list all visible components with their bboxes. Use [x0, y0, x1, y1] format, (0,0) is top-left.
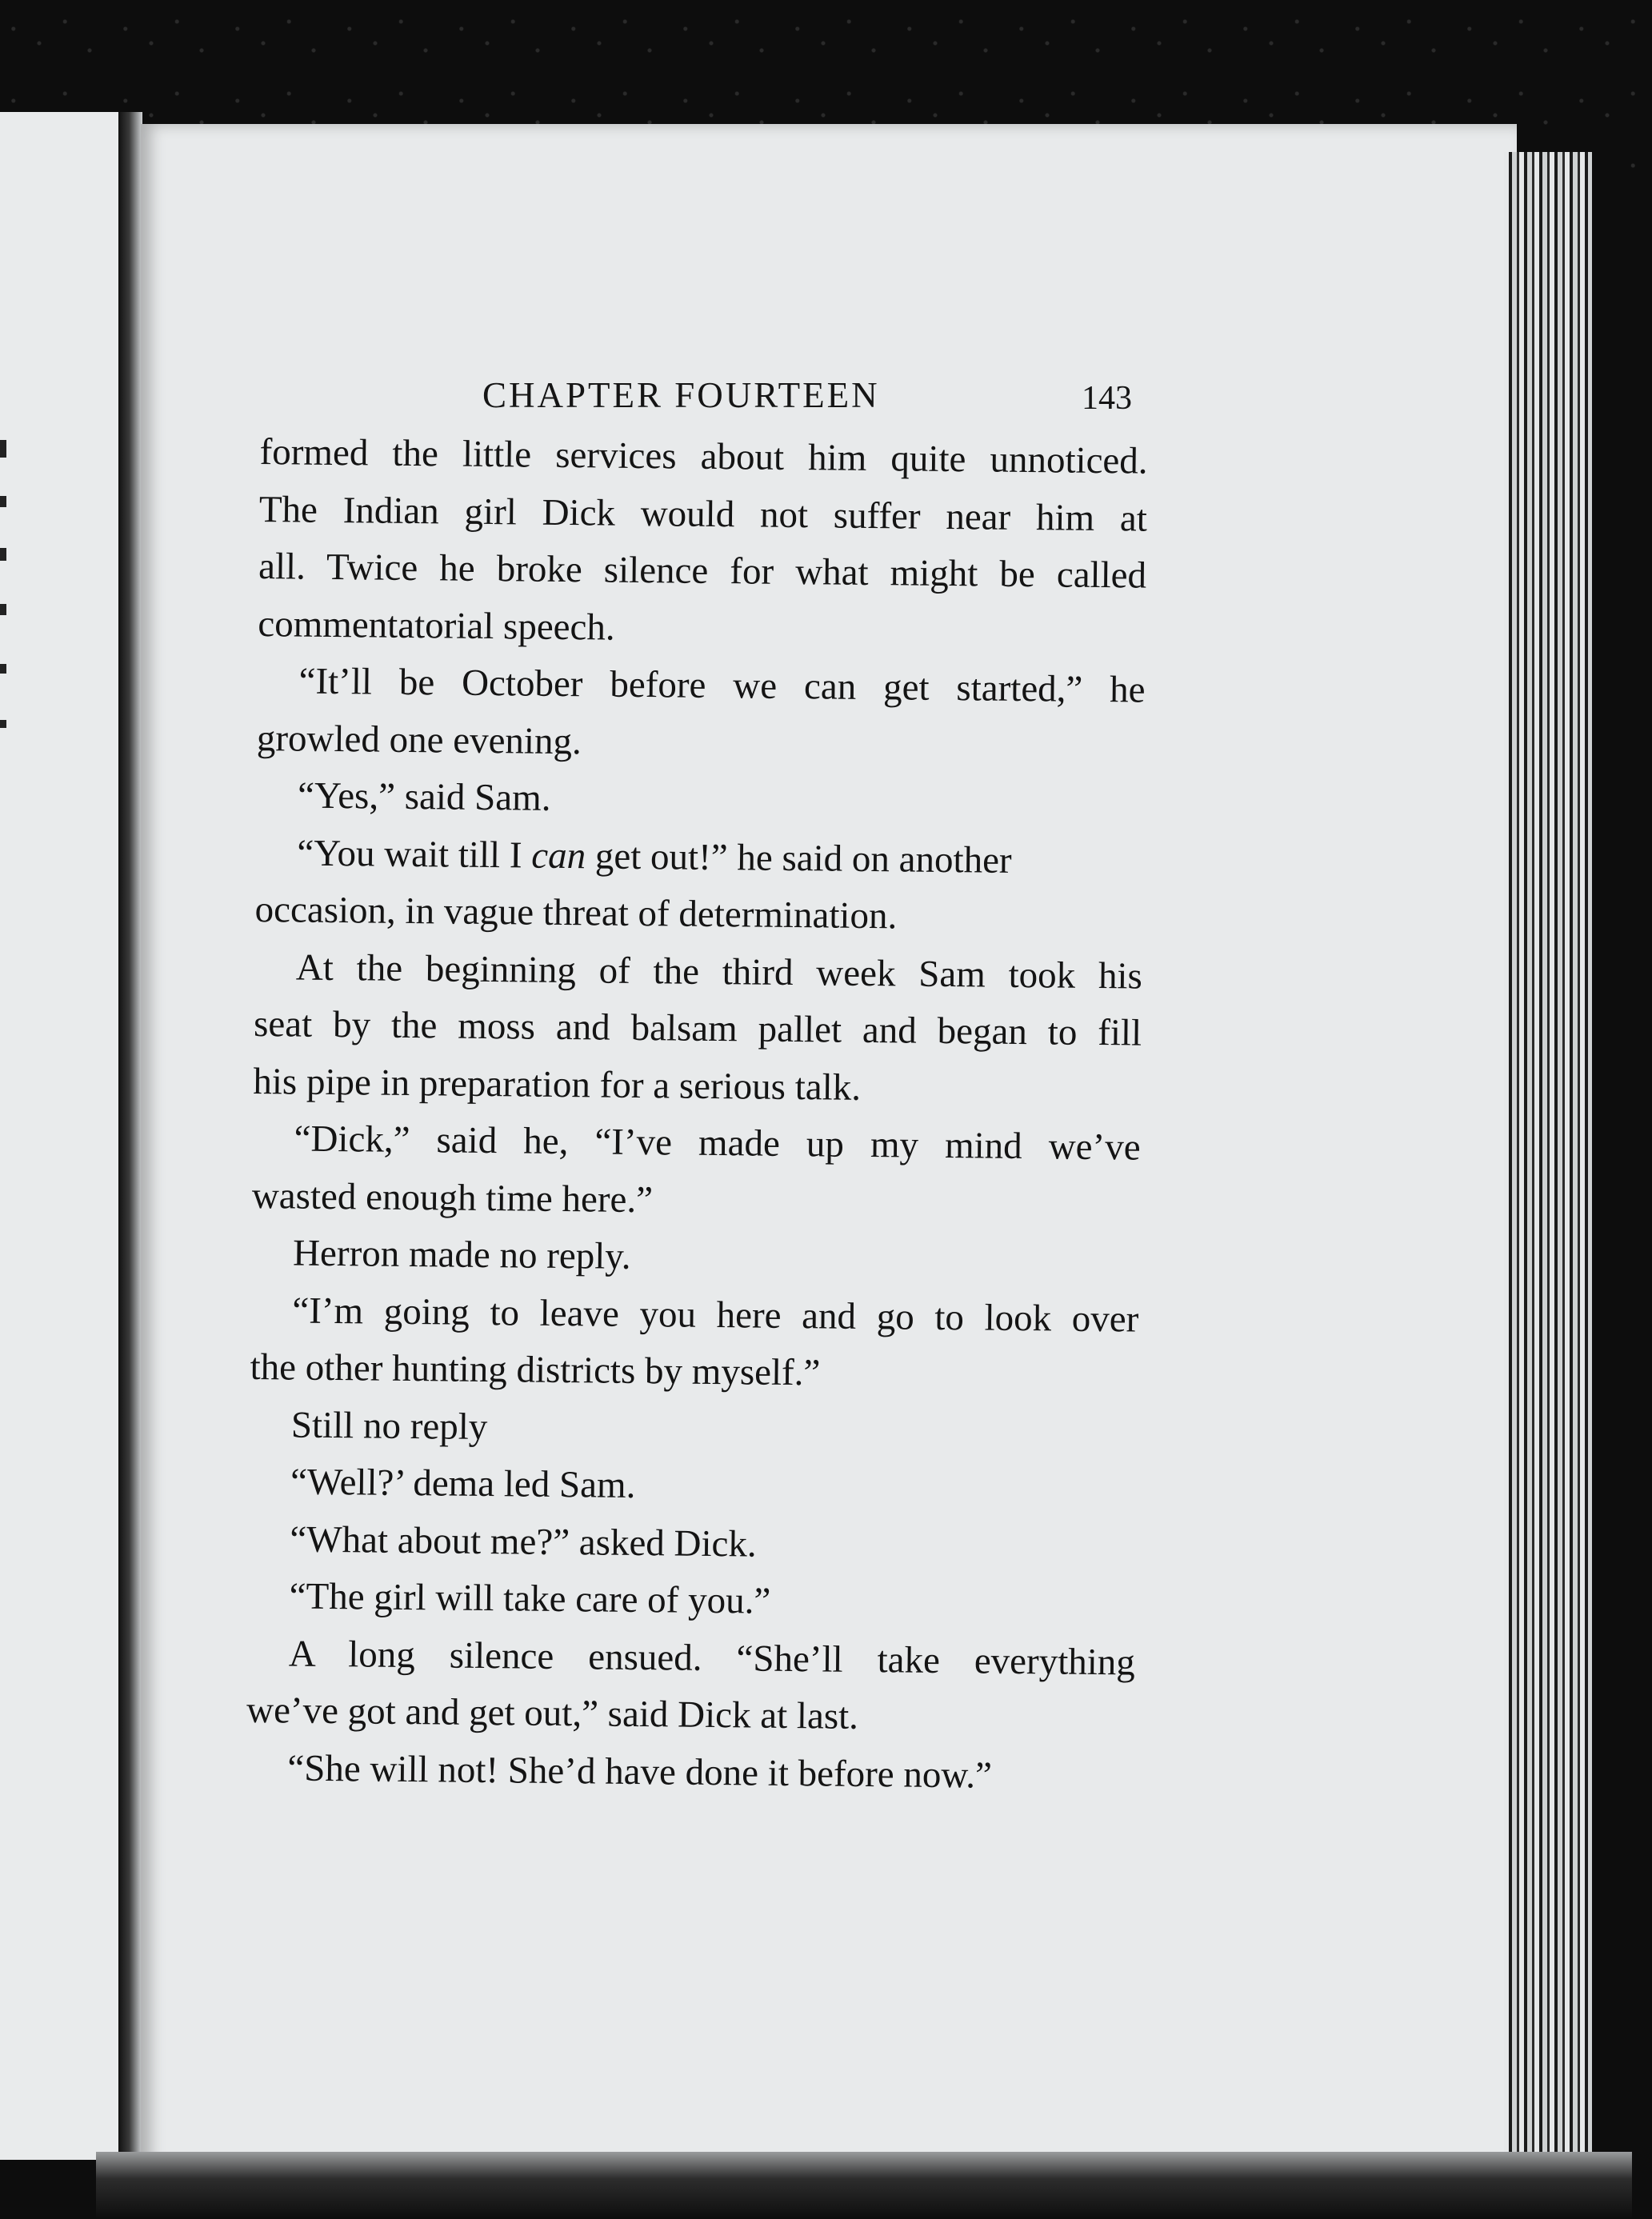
text-line: “Yes,” said Sam. [297, 774, 551, 819]
text-line: occasion, in vague threat of determination. [254, 888, 898, 938]
text-line: “Well?’ dema led Sam. [290, 1461, 636, 1506]
text-line: “It’ll be October before we can get started,” he [298, 660, 1146, 711]
text-line: Herron made no reply. [292, 1232, 631, 1277]
running-head [348, 374, 1132, 426]
facing-page-text-fragment [0, 664, 6, 674]
chapter-title: CHAPTER FOURTEEN [482, 375, 880, 415]
page-edges [1504, 152, 1624, 2200]
facing-page-text-fragment [0, 440, 6, 458]
text-line: growled one evening. [256, 717, 582, 762]
text-line: “I’m going to leave you here and go to look over [292, 1289, 1139, 1341]
facing-page-text-fragment [0, 720, 6, 728]
text-line: At the beginning of the third week Sam took his [295, 946, 1143, 998]
body-text [246, 424, 1148, 1806]
facing-page [0, 112, 130, 2160]
page-number: 143 [1082, 380, 1132, 417]
text-line: formed the little services about him quite unnoticed. [259, 430, 1148, 482]
text-span: get out!” he said on another [585, 834, 1012, 882]
text-line: wasted enough time here.” [251, 1174, 654, 1221]
text-line: we’ve got and get out,” said Dick at last. [246, 1689, 859, 1737]
text-span: “You wait till I [297, 832, 532, 877]
text-line: “What about me?” asked Dick. [290, 1517, 757, 1565]
text-line: seat by the moss and balsam pallet and began to fill [253, 1002, 1142, 1054]
text-line: A long silence ensued. “She’ll take everything [288, 1632, 1136, 1684]
page-bottom-shadow [96, 2152, 1632, 2219]
text-line: all. Twice he broke silence for what might be called [258, 545, 1147, 597]
text-line: commentatorial speech. [258, 602, 615, 649]
text-line: the other hunting districts by myself.” [250, 1345, 821, 1394]
facing-page-text-fragment [0, 604, 6, 615]
text-line: Still no reply [290, 1403, 488, 1448]
facing-page-text-fragment [0, 548, 6, 561]
book-gutter [118, 112, 142, 2160]
emphasis-text: can [531, 834, 586, 877]
text-line: The Indian girl Dick would not suffer near him at [258, 488, 1148, 540]
facing-page-text-fragment [0, 496, 6, 507]
text-line: “Dick,” said he, “I’ve made up my mind we’ve [294, 1117, 1141, 1169]
text-line [255, 824, 1144, 890]
text-line: “The girl will take care of you.” [289, 1575, 771, 1622]
text-line: his pipe in preparation for a serious talk. [253, 1060, 862, 1109]
text-line: “She will not! She’d have done it before now.” [287, 1746, 993, 1797]
